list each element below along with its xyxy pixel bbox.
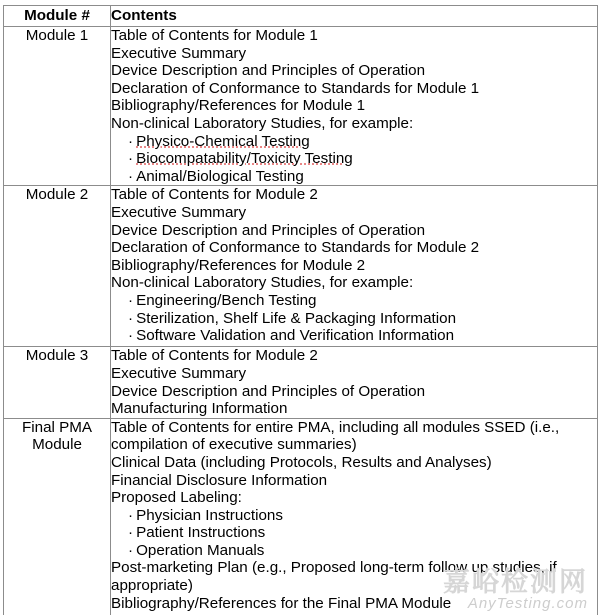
watermark-english-text: AnyTesting.com	[467, 595, 588, 612]
sub-item-text: Biocompatability/Toxicity Testing	[136, 150, 353, 168]
content-item: Bibliography/References for Module 2	[111, 256, 366, 274]
contents-cell	[111, 27, 598, 186]
table-row	[4, 418, 598, 615]
sub-item	[111, 292, 597, 310]
table-row	[4, 347, 598, 418]
contents-cell	[111, 186, 598, 347]
watermark-chinese-text: 嘉峪检测网	[443, 567, 588, 597]
content-item: Declaration of Conformance to Standards for Module 2	[111, 239, 480, 257]
sub-item-text: Software Validation and Verification Information	[136, 327, 455, 345]
bullet-icon: ·	[128, 524, 134, 542]
contents-cell	[111, 418, 598, 615]
module-name-line-2: Module	[32, 436, 82, 454]
sub-item	[111, 542, 597, 560]
content-item: Clinical Data (including Protocols, Results and Analyses)	[111, 453, 492, 471]
content-item: Financial Disclosure Information	[111, 471, 328, 489]
module-name-line-1: Final PMA	[21, 418, 93, 436]
sub-item-text: Patient Instructions	[136, 524, 266, 542]
sub-item-text: Animal/Biological Testing	[136, 167, 304, 185]
bullet-icon: ·	[128, 132, 134, 150]
sub-item	[111, 133, 597, 151]
content-item: Proposed Labeling:	[111, 489, 242, 507]
sub-item	[111, 150, 597, 168]
content-item: Table of Contents for Module 1	[111, 27, 318, 44]
bullet-icon: ·	[128, 291, 134, 309]
bullet-icon: ·	[128, 541, 134, 559]
content-item: Executive Summary	[111, 364, 247, 382]
content-item: Executive Summary	[111, 44, 247, 62]
content-item: Executive Summary	[111, 203, 247, 221]
content-item: Bibliography/References for Module 1	[111, 97, 366, 115]
bullet-icon: ·	[128, 327, 134, 345]
header-contents: Contents	[111, 6, 598, 27]
content-item: Bibliography/References for the Final PMA Module	[111, 594, 452, 612]
content-item: Table of Contents for Module 2	[111, 186, 318, 204]
sub-item-text: Engineering/Bench Testing	[136, 291, 317, 309]
content-item: Device Description and Principles of Operation	[111, 382, 426, 400]
contents-cell	[111, 347, 598, 418]
sub-item-text: Physician Instructions	[136, 506, 283, 524]
bullet-icon: ·	[128, 167, 134, 185]
sub-item	[111, 310, 597, 328]
content-item: Non-clinical Laboratory Studies, for example:	[111, 274, 414, 292]
table-header-row	[4, 6, 598, 27]
sub-item-text: Sterilization, Shelf Life & Packaging Information	[136, 309, 457, 327]
content-item: Table of Contents for entire PMA, including all modules SSED (i.e., compilation of executive summaries)	[111, 418, 560, 454]
content-item: Declaration of Conformance to Standards for Module 1	[111, 79, 480, 97]
module-name-cell	[4, 418, 111, 615]
bullet-icon: ·	[128, 506, 134, 524]
module-name-cell: Module 1	[4, 27, 111, 186]
content-item: Device Description and Principles of Operation	[111, 62, 426, 80]
sub-item	[111, 168, 597, 186]
table-row	[4, 27, 598, 186]
sub-item-text: Operation Manuals	[136, 541, 265, 559]
pma-modules-table	[3, 5, 598, 615]
module-name-cell: Module 2	[4, 186, 111, 347]
content-item: Table of Contents for Module 2	[111, 347, 318, 365]
sub-item	[111, 524, 597, 542]
content-item: Post-marketing Plan (e.g., Proposed long-term follow up studies, if appropriate)	[111, 559, 557, 595]
content-item: Manufacturing Information	[111, 400, 288, 418]
content-item: Non-clinical Laboratory Studies, for example:	[111, 114, 414, 132]
module-name-cell: Module 3	[4, 347, 111, 418]
bullet-icon: ·	[128, 309, 134, 327]
table-row	[4, 186, 598, 347]
header-module-number: Module #	[4, 6, 111, 27]
bullet-icon: ·	[128, 150, 134, 168]
sub-item	[111, 507, 597, 525]
sub-item	[111, 327, 597, 345]
content-item: Device Description and Principles of Operation	[111, 221, 426, 239]
sub-item-text: Physico-Chemical Testing	[136, 132, 310, 150]
